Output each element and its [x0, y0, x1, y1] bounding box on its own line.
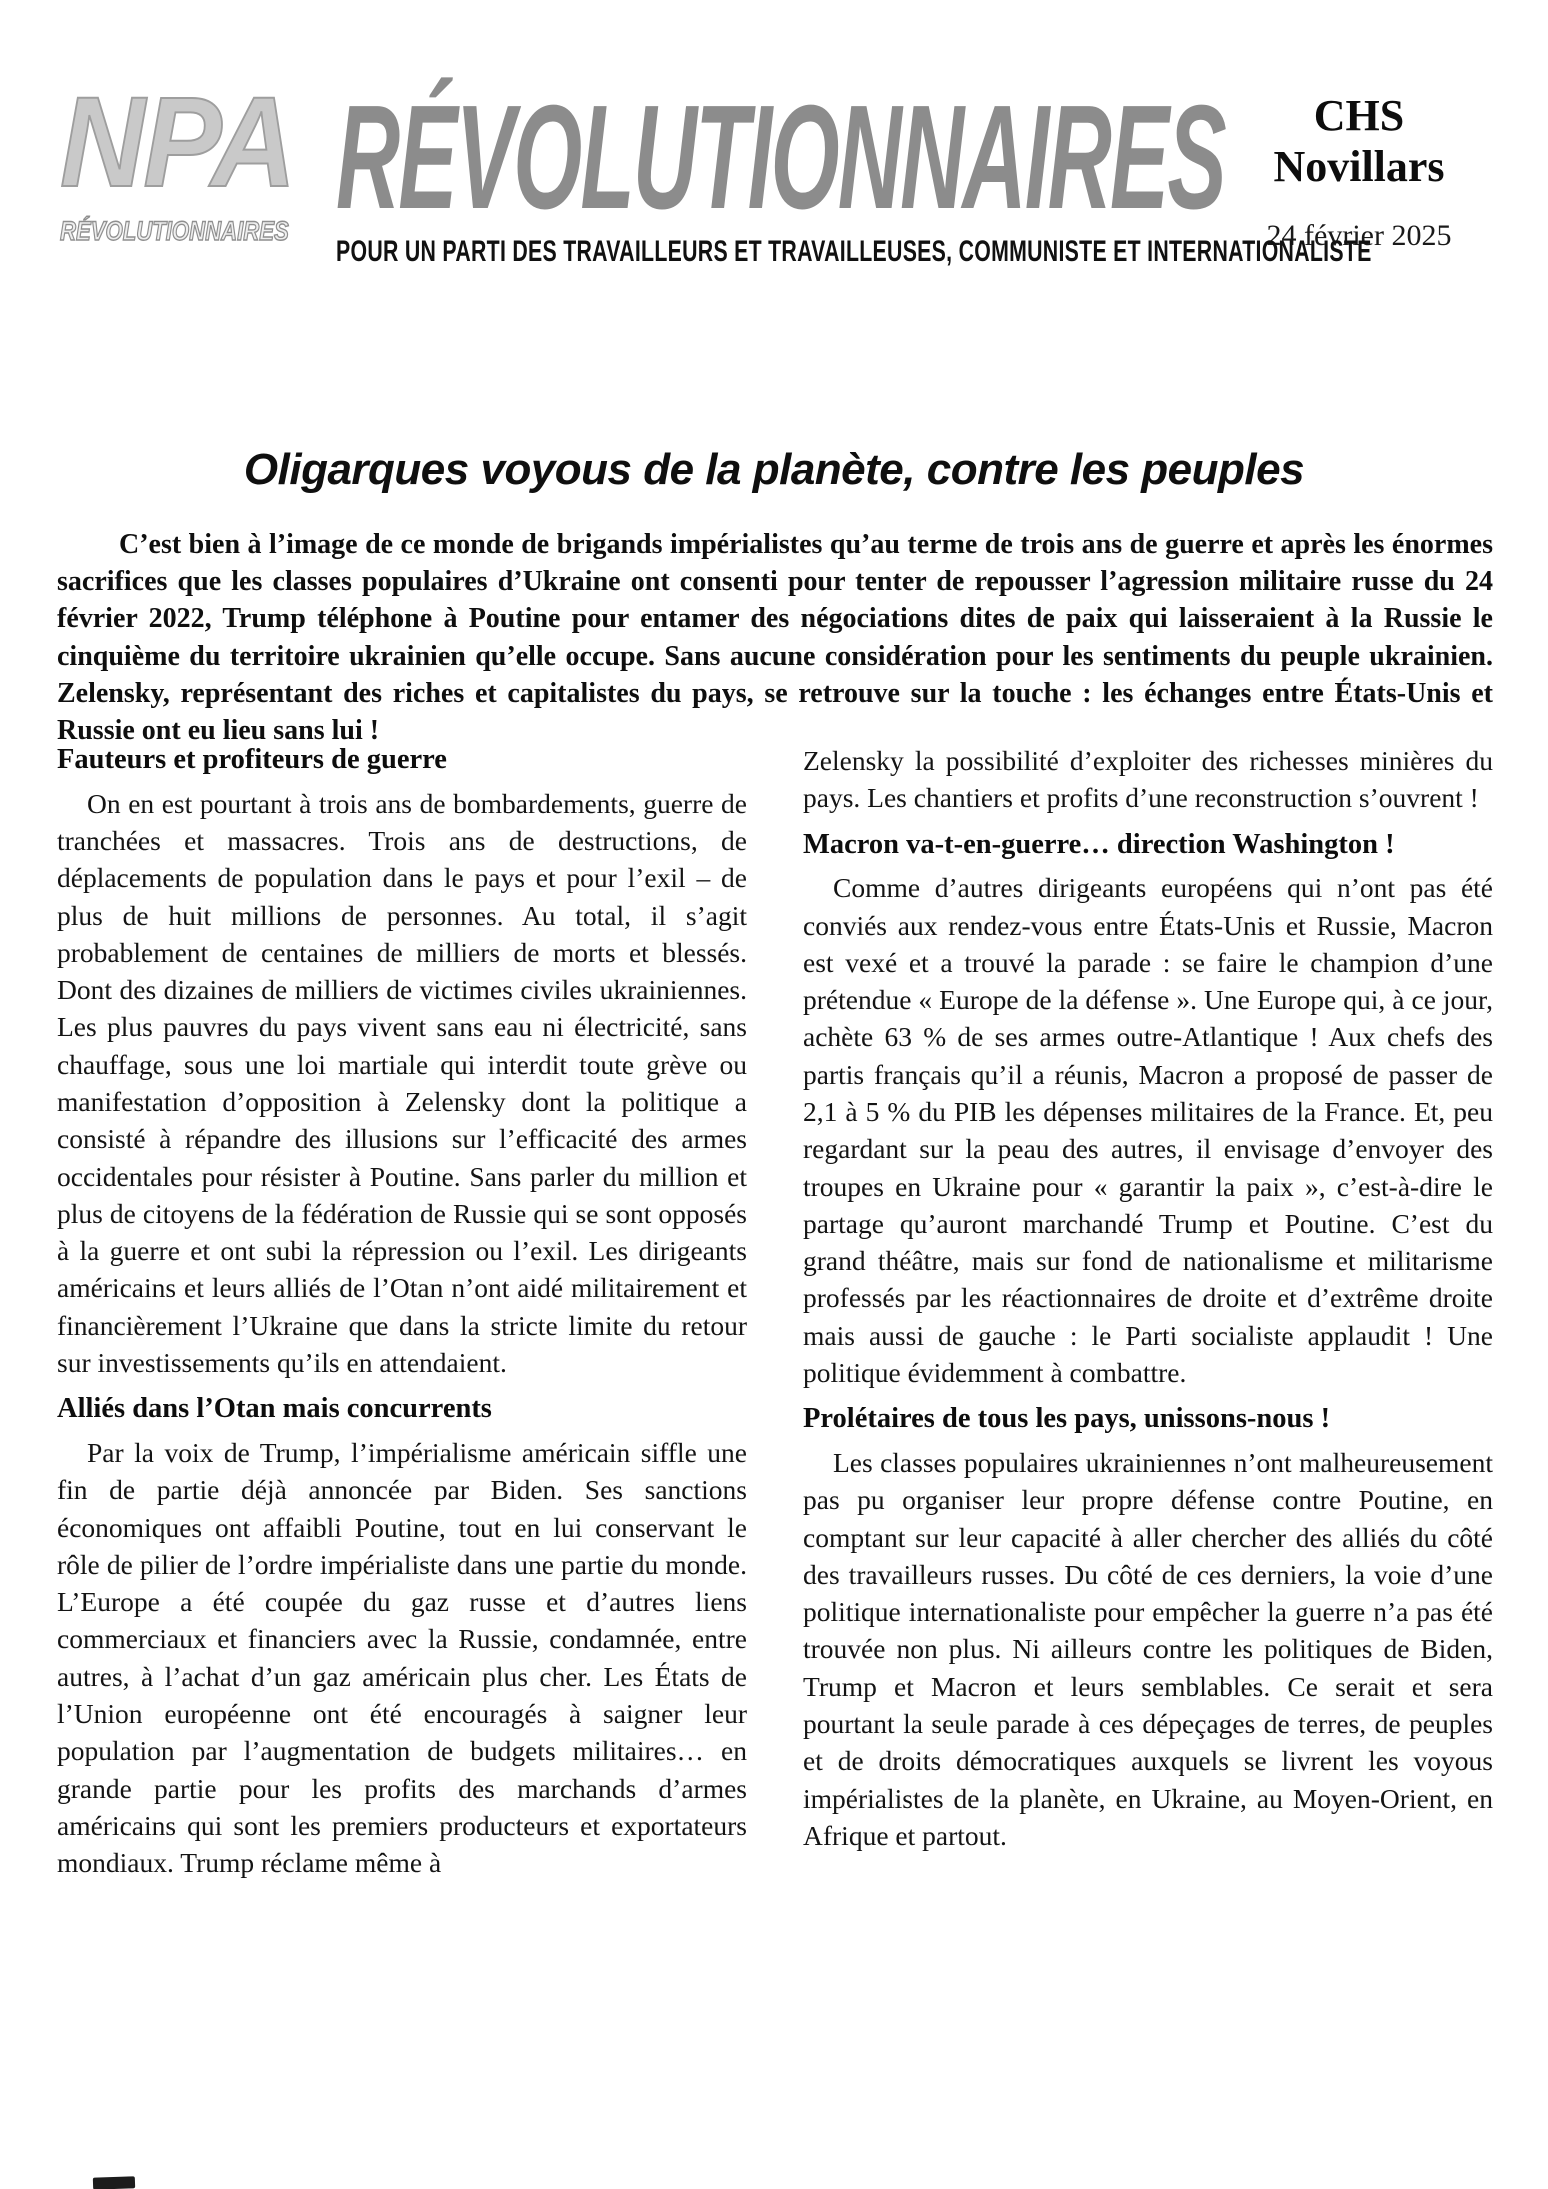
npa-logo-subtext: RÉVOLUTIONNAIRES [60, 215, 289, 246]
section-heading: Prolétaires de tous les pays, unissons-nous ! [803, 1403, 1331, 1435]
npa-logo [60, 71, 322, 246]
edition-name-line1: CHS [1313, 91, 1405, 140]
body-paragraph: Par la voix de Trump, l’impérialisme américain siffle une fin de partie déjà annoncée par Biden. Ses sanctions économiques ont affaibli Poutine, tout en lui conservant le rôle de pilier de l’ordre impérialiste dans une partie du monde. L’Europe a été coupée du gaz russe et d’autres liens commerciaux et financiers avec la Russie, condamnée, entre autres, à l’achat d’un gaz américain plus cher. Les États de l’Union européenne ont été encouragés à saigner leur population par l’augmentation de budgets militaires… en grande partie pour les profits des marchands d’armes américains qui sont les premiers producteurs et exportateurs mondiaux. Trump réclame même à [57, 1437, 747, 1879]
section-heading: Macron va-t-en-guerre… direction Washington ! [803, 828, 1395, 860]
body-paragraph: Comme d’autres dirigeants européens qui n’ont pas été conviés aux rendez-vous entre États-Unis et Russie, Macron est vexé et a trouvé la parade : se faire le champion d’une prétendue « Europe de la défense ». Une Europe qui, à ce jour, achète 63 % de ses armes outre-Atlantique ! Aux chefs des partis français qu’il a réunis, Macron a proposé de passer de 2,1 à 5 % du PIB les dépenses militaires de la France. Et, peu regardant sur la peau des autres, il envisage d’envoyer des troupes en Ukraine pour « garantir la paix », c’est-à-dire le partage qu’auront marchandé Trump et Poutine. C’est du grand théâtre, mais sur fond de nationalisme et militarisme professés par les réactionnaires de droite et d’extrême droite mais aussi de gauche : le Parti socialiste applaudit ! Une politique évidemment à combattre. [803, 872, 1493, 1389]
body-paragraph: On en est pourtant à trois ans de bombardements, guerre de tranchées et massacres. Trois ans de destructions, de déplacements de population dans le pays et pour l’exil – de plus de huit millions de personnes. Au total, il s’agit probablement de centaines de milliers de morts et blessés. Dont des dizaines de milliers de victimes civiles ukrainiennes. Les plus pauvres du pays vivent sans eau ni électricité, sans chauffage, sous une loi martiale qui interdit toute grève ou manifestation d’opposition à Zelensky dont la politique a consisté à répandre des illusions sur l’efficacité des armes occidentales pour résister à Poutine. Sans parler du million et plus de citoyens de la fédération de Russie qui se sont opposés à la guerre et ont subi la répression ou l’exil. Les dirigeants américains et leurs alliés de l’Otan n’ont aidé militairement et financièrement l’Ukraine que dans la stricte limite du retour sur investissements qu’ils en attendaient. [57, 787, 747, 1379]
body-paragraph: Les classes populaires ukrainiennes n’ont malheureusement pas pu organiser leur propre défense contre Poutine, en comptant sur leur capacité à aller chercher des alliés du côté des travailleurs russes. Du côté de ces derniers, la voie d’une politique internationaliste pour empêcher la guerre n’a pas été trouvée non plus. Ni ailleurs contre les politiques de Biden, Trump et Macron et leurs semblables. Ce serait et sera pourtant la seule parade à ces dépeçages de terres, de peuples et de droits démocratiques auxquels se livrent les voyous impérialistes de la planète, en Ukraine, au Moyen-Orient, en Afrique et partout. [803, 1447, 1493, 1851]
edition-block [1222, 84, 1496, 253]
scan-artifact [93, 2176, 135, 2189]
body-paragraph: Zelensky la possibilité d’exploiter des richesses minières du pays. Les chantiers et profits d’une reconstruction s’ouvrent ! [803, 745, 1493, 814]
section-heading: Fauteurs et profiteurs de guerre [57, 744, 447, 775]
masthead-subtitle: POUR UN PARTI DES TRAVAILLEURS ET TRAVAILLEUSES, COMMUNISTE ET INTERNATIONALISTE [336, 235, 1372, 268]
section-heading: Alliés dans l’Otan mais concurrents [57, 1393, 492, 1425]
masthead [60, 71, 1496, 268]
intro-paragraph: C’est bien à l’image de ce monde de brigands impérialistes qu’au terme de trois ans de guerre et après les énormes sacrifices que les classes populaires d’Ukraine ont consenti pour tenter de repousser l’agression militaire russe du 24 février 2022, Trump téléphone à Poutine pour entamer des négociations dites de paix qui laisseraient à la Russie le cinquième du territoire ukrainien qu’elle occupe. Sans aucune considération pour les sentiments du peuple ukrainien. Zelensky, représentant des riches et capitalistes du pays, se retrouve sur la touche : les échanges entre États-Unis et Russie ont eu lieu sans lui ! [57, 529, 1493, 747]
article-title: Oligarques voyous de la planète, contre les peuples [243, 445, 1305, 495]
left-column [57, 742, 747, 1884]
masthead-title: RÉVOLUTIONNAIRES [336, 75, 1225, 240]
article-columns [57, 742, 1493, 1884]
right-column [803, 742, 1493, 1884]
edition-date: 24 février 2025 [1266, 219, 1452, 253]
npa-logo-text: NPA [60, 71, 295, 214]
edition-name-line2: Novillars [1273, 142, 1445, 192]
